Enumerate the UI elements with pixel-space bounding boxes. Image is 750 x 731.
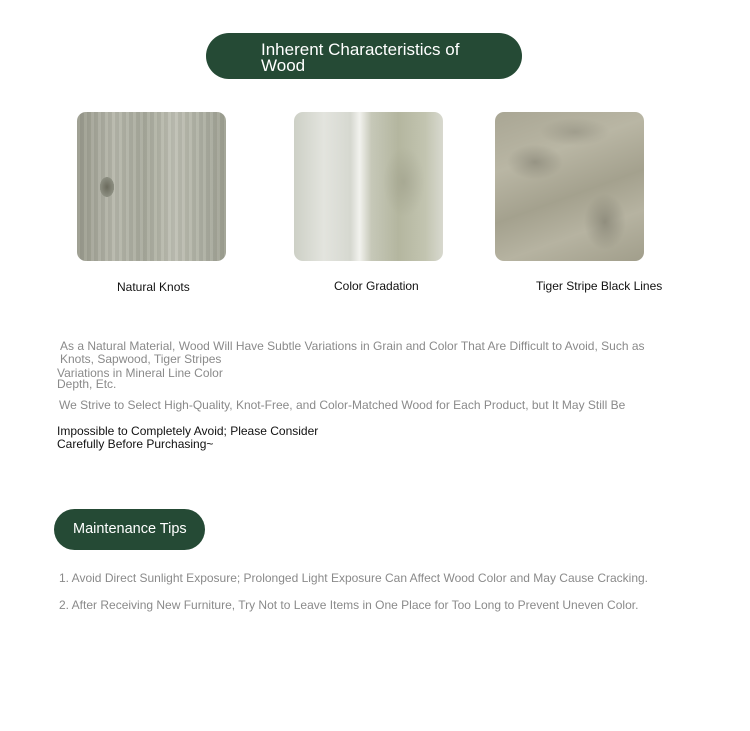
description-line: Variations in Mineral Line Color (57, 366, 223, 380)
natural-knots-image (77, 112, 226, 261)
section-title: Inherent Characteristics of Wood (261, 40, 460, 75)
natural-knots-caption: Natural Knots (117, 280, 190, 294)
color-gradation-caption: Color Gradation (334, 279, 419, 293)
maintenance-tips-title: Maintenance Tips (73, 521, 187, 537)
tiger-stripe-image (495, 112, 644, 261)
section-title-badge (206, 33, 522, 79)
maintenance-tip: 1. Avoid Direct Sunlight Exposure; Prolonged Light Exposure Can Affect Wood Color and May Cause Cracking. (59, 571, 648, 585)
description-line: As a Natural Material, Wood Will Have Subtle Variations in Grain and Color That Are Difficult to Avoid, Such as (60, 339, 645, 353)
maintenance-tips-badge (54, 509, 205, 550)
notice-line: Carefully Before Purchasing~ (57, 437, 214, 451)
notice-line: Impossible to Completely Avoid; Please Consider (57, 424, 319, 438)
tiger-stripe-caption: Tiger Stripe Black Lines (536, 279, 663, 293)
description-line: We Strive to Select High-Quality, Knot-Free, and Color-Matched Wood for Each Product, but It May Still Be (59, 398, 626, 412)
description-line: Depth, Etc. (57, 377, 117, 391)
maintenance-tip: 2. After Receiving New Furniture, Try Not to Leave Items in One Place for Too Long to Prevent Uneven Color. (59, 598, 639, 612)
description-line: Knots, Sapwood, Tiger Stripes (60, 352, 222, 366)
color-gradation-image (294, 112, 443, 261)
